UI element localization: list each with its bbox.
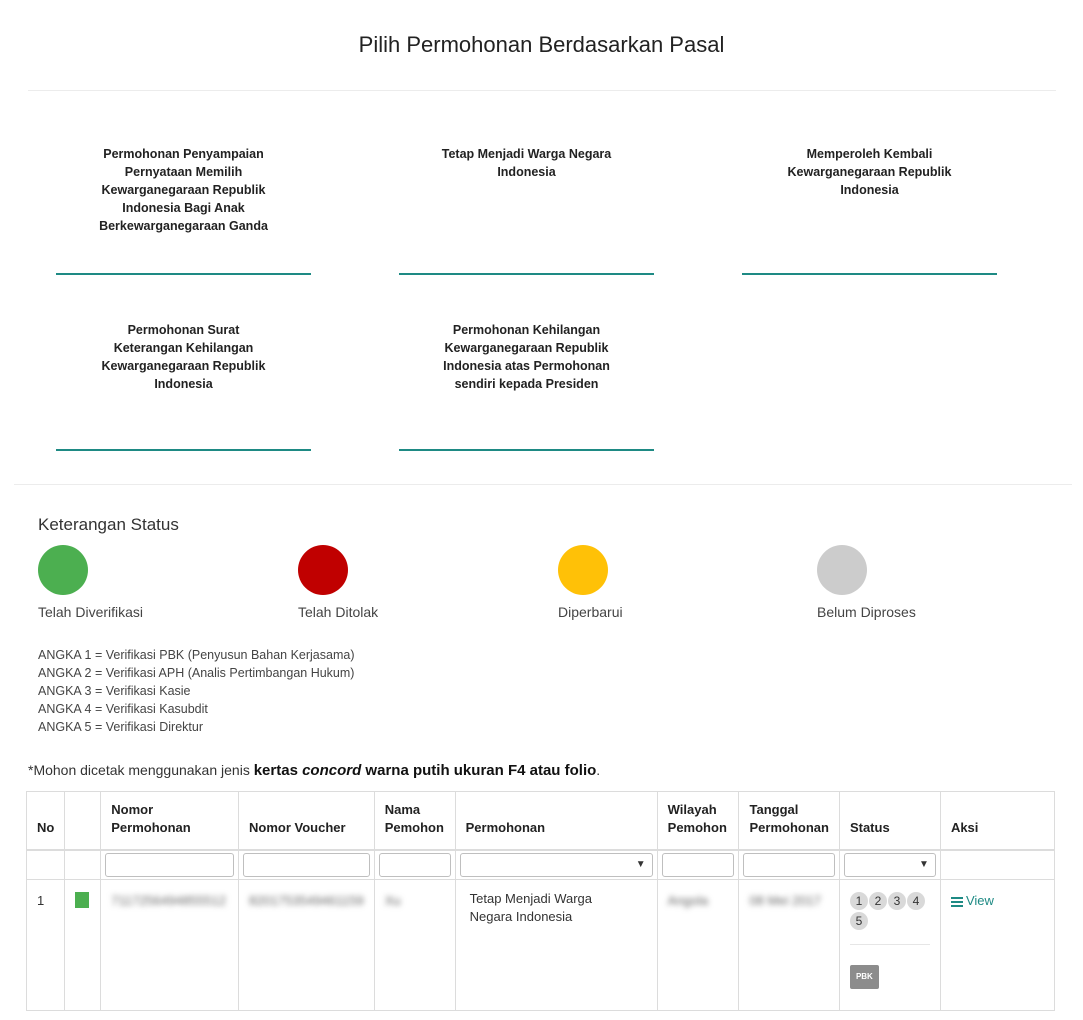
status-badge: PBK — [850, 965, 879, 989]
angka-item: ANGKA 5 = Verifikasi Direktur — [38, 720, 203, 734]
legend-item-updated — [558, 545, 758, 620]
header-status[interactable]: Status — [839, 792, 940, 850]
green-status-dot — [38, 545, 88, 595]
verification-steps — [850, 892, 930, 932]
legend-label: Belum Diproses — [817, 604, 916, 620]
cell-status — [839, 880, 940, 1011]
header-tanggal-permohonan[interactable]: Tanggal Permohonan — [739, 792, 839, 850]
card-anak-berkewarganegaraan-ganda[interactable] — [56, 145, 311, 275]
cell-no: 1 — [27, 880, 65, 1011]
page-title: Pilih Permohonan Berdasarkan Pasal — [358, 32, 725, 57]
cell-tanggal-permohonan — [739, 880, 839, 1011]
cell-wilayah-pemohon — [657, 880, 739, 1011]
card-surat-keterangan-kehilangan[interactable] — [56, 321, 311, 451]
wilayah-value: Angola — [667, 893, 709, 908]
filter-nomor-voucher-input[interactable] — [243, 853, 370, 877]
card-underline — [399, 273, 654, 275]
verified-status-square — [75, 892, 89, 908]
card-underline — [742, 273, 997, 275]
legend-label: Diperbarui — [558, 604, 623, 620]
card-kehilangan-atas-permohonan[interactable] — [399, 321, 654, 451]
cell-nomor-permohonan — [101, 880, 239, 1011]
card-title: Permohonan Kehilangan Kewarganegaraan Republik Indonesia atas Permohonan sendiri kepada Presiden — [443, 323, 610, 391]
filter-nomor-permohonan-input[interactable] — [105, 853, 234, 877]
permohonan-value: Tetap Menjadi Warga Negara Indonesia — [469, 891, 592, 924]
red-status-dot — [298, 545, 348, 595]
table-header-row — [27, 792, 1055, 850]
card-title: Permohonan Penyampaian Pernyataan Memilih Kewarganegaraan Republik Indonesia Bagi Anak Berkewarganegaraan Ganda — [99, 147, 268, 233]
filter-cell-empty — [940, 850, 1054, 880]
filter-cell — [239, 850, 375, 880]
note-suffix: . — [596, 762, 601, 778]
grey-status-dot — [817, 545, 867, 595]
print-note — [28, 762, 600, 779]
list-icon — [951, 895, 963, 909]
view-label: View — [965, 893, 994, 908]
divider-top — [28, 90, 1056, 91]
step-2-badge: 2 — [869, 892, 887, 910]
view-link[interactable] — [951, 893, 994, 908]
divider-middle — [14, 484, 1072, 485]
note-italic: concord — [302, 762, 362, 779]
status-divider — [850, 944, 930, 945]
cell-status-color — [65, 880, 101, 1011]
filter-cell-empty — [27, 850, 65, 880]
legend-item-rejected — [298, 545, 498, 620]
verification-steps-list — [38, 646, 354, 736]
note-bold-1: kertas — [253, 762, 303, 779]
header-nama-pemohon[interactable]: Nama Pemohon — [374, 792, 455, 850]
card-title: Permohonan Surat Keterangan Kehilangan Kewarganegaraan Republik Indonesia — [101, 323, 266, 391]
filter-tanggal-input[interactable] — [743, 853, 834, 877]
filter-wilayah-input[interactable] — [662, 853, 735, 877]
header-wilayah-pemohon[interactable]: Wilayah Pemohon — [657, 792, 739, 850]
nomor-voucher-value: 8201753549461159 — [249, 893, 364, 908]
step-5-badge: 5 — [850, 912, 868, 930]
caret-down-icon: ▼ — [919, 858, 929, 870]
note-bold-2: warna putih ukuran F4 atau folio — [361, 762, 597, 779]
header-aksi: Aksi — [940, 792, 1054, 850]
tanggal-value: 08 Mei 2017 — [749, 893, 822, 908]
legend-label: Telah Ditolak — [298, 604, 379, 620]
card-title: Memperoleh Kembali Kewarganegaraan Republik Indonesia — [787, 147, 952, 197]
filter-cell — [739, 850, 839, 880]
card-underline — [56, 449, 311, 451]
nomor-permohonan-value: 7117256494855512 — [111, 893, 226, 908]
card-tetap-menjadi-wni[interactable] — [399, 145, 654, 275]
step-1-badge: 1 — [850, 892, 868, 910]
caret-down-icon: ▼ — [635, 858, 646, 870]
note-prefix: *Mohon dicetak menggunakan jenis — [28, 762, 254, 778]
table-row — [27, 880, 1055, 1011]
card-title: Tetap Menjadi Warga Negara Indonesia — [441, 147, 612, 179]
filter-cell — [839, 850, 940, 880]
step-4-badge: 4 — [907, 892, 925, 910]
angka-item: ANGKA 1 = Verifikasi PBK (Penyusun Bahan Kerjasama) — [38, 648, 355, 662]
cell-nomor-voucher — [239, 880, 375, 1011]
yellow-status-dot — [558, 545, 608, 595]
header-nomor-voucher[interactable]: Nomor Voucher — [239, 792, 375, 850]
filter-cell — [657, 850, 739, 880]
filter-status-select[interactable] — [844, 853, 936, 877]
legend-heading: Keterangan Status — [38, 515, 179, 534]
cell-aksi — [940, 880, 1054, 1011]
card-underline — [399, 449, 654, 451]
permohonan-table — [26, 791, 1055, 1011]
angka-item: ANGKA 3 = Verifikasi Kasie — [38, 684, 191, 698]
filter-cell — [101, 850, 239, 880]
filter-nama-pemohon-input[interactable] — [379, 853, 451, 877]
nama-pemohon-value: Xu — [384, 893, 401, 908]
card-underline — [56, 273, 311, 275]
filter-cell — [455, 850, 657, 880]
note-bold — [254, 762, 597, 779]
filter-cell-empty — [65, 850, 101, 880]
angka-item: ANGKA 4 = Verifikasi Kasubdit — [38, 702, 208, 716]
filter-permohonan-select[interactable] — [460, 853, 653, 877]
header-status-color — [65, 792, 101, 850]
header-no[interactable]: No — [27, 792, 65, 850]
card-memperoleh-kembali[interactable] — [742, 145, 997, 275]
legend-label: Telah Diverifikasi — [38, 604, 144, 620]
step-3-badge: 3 — [888, 892, 906, 910]
cell-nama-pemohon — [374, 880, 455, 1011]
angka-item: ANGKA 2 = Verifikasi APH (Analis Pertimbangan Hukum) — [38, 666, 355, 680]
legend-item-not-processed — [817, 545, 1017, 620]
header-permohonan[interactable]: Permohonan — [455, 792, 657, 850]
table-filter-row — [27, 850, 1055, 880]
header-nomor-permohonan[interactable]: Nomor Permohonan — [101, 792, 239, 850]
legend-item-verified — [38, 545, 238, 620]
cell-permohonan — [455, 880, 657, 1011]
filter-cell — [374, 850, 455, 880]
